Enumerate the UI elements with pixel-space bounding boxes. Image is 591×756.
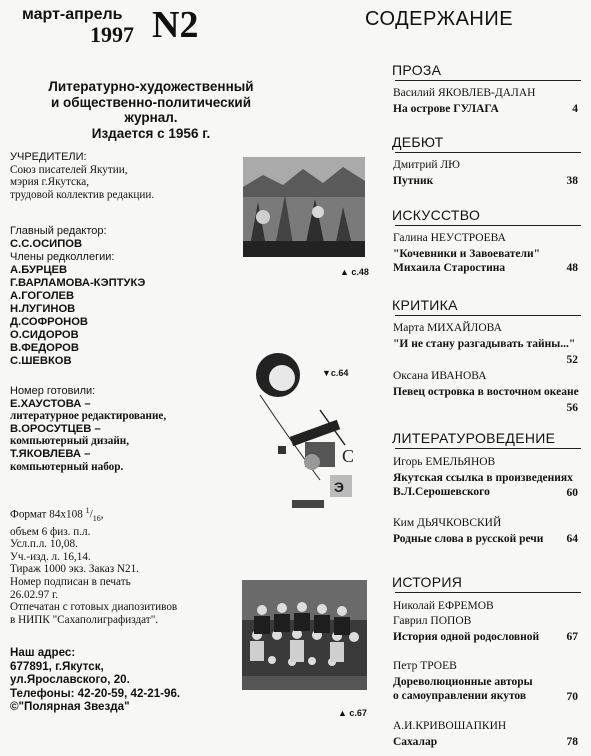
photo1-page: с.48 [351,267,369,277]
collage-ref: ▼с.64 [322,368,349,378]
section-divider [395,592,581,593]
toc-title: На острове ГУЛАГА [393,103,499,115]
tagline-line: Издается с 1956 г. [91,125,211,141]
format-num: 1 [85,506,90,515]
board-member: Г.ВАРЛАМОВА-КЭПТУКЭ [10,277,146,289]
svg-text:Э: Э [334,479,344,495]
photo2-page: с.67 [349,708,367,718]
toc-title: о самоуправлении якутов [393,690,527,702]
toc-author: Марта МИХАЙЛОВА [393,322,502,334]
toc-title: "И не стану разгадывать тайны..." [393,338,576,350]
imprint-line: Усл.п.л. 10,08. [10,538,78,551]
staff-line: компьютерный набор. [10,460,124,473]
toc-page: 4 [572,103,578,115]
address-line: ул.Ярославского, 20. [10,673,130,687]
toc-title: История одной родословной [393,631,540,643]
section-literaturovedenie: ЛИТЕРАТУРОВЕДЕНИЕ [392,430,556,446]
toc-title: Михаила Старостина [393,262,506,274]
section-kritika: КРИТИКА [392,297,458,313]
staff-line: В.ОРОСУТЦЕВ – [10,422,101,435]
tagline-line: и общественно-политический [50,94,252,110]
tagline-line: Литературно-художественный [48,79,254,94]
toc-author: Галина НЕУСТРОЕВА [393,232,506,244]
imprint-line: Тираж 1000 экз. Заказ N21. [10,563,139,576]
imprint-line: объем 6 физ. п.л. [10,525,91,538]
imprint-line: в НИПК "Сахаполиграфиздат". [10,613,159,626]
toc-author: Дмитрий ЛЮ [393,159,460,171]
section-debut: ДЕБЮТ [392,134,444,150]
board-label: Члены редколлегии: [10,251,115,263]
painting-image [243,157,365,257]
toc-author: Гаврил ПОПОВ [393,615,472,627]
section-divider [395,448,581,449]
founder-line: мэрия г.Якутска, [10,176,90,189]
imprint-line: Номер подписан в печать [10,575,131,588]
section-divider [395,152,581,153]
collage-page: с.64 [330,368,349,378]
imprint-line: Уч.-изд. л. 16,14. [10,550,91,563]
toc-page: 70 [566,691,578,703]
format-den: 16 [92,513,101,523]
founder-line: Союз писателей Якутии, [10,163,128,176]
section-divider [395,80,581,81]
section-proza: ПРОЗА [392,62,442,78]
collage-illustration [250,350,370,520]
toc-page: 52 [566,354,578,366]
journal-tagline [20,79,282,141]
board-member: Д.СОФРОНОВ [10,316,89,328]
toc-page: 48 [566,262,578,274]
section-divider [395,225,581,226]
section-istoriya: ИСТОРИЯ [392,574,463,590]
board-member: А.ГОГОЛЕВ [10,290,75,302]
toc-title: Дореволюционные авторы [393,676,533,688]
board-member: Н.ЛУГИНОВ [10,303,76,315]
imprint-block [10,505,177,626]
painting-photo [243,157,365,257]
svg-text:С: С [342,446,355,466]
toc-author: Василий ЯКОВЛЕВ-ДАЛАН [393,87,536,99]
toc-title: В.Л.Серошевского [393,486,490,498]
address-block [10,646,180,714]
format-suffix: , [100,508,104,521]
photo2-ref: ▲ с.67 [338,708,367,718]
address-line: Телефоны: 42-20-59, 42-21-96. [10,686,181,700]
address-line: 677891, г.Якутск, [10,659,104,673]
contents-heading: СОДЕРЖАНИЕ [365,8,514,30]
toc-page: 78 [566,736,578,748]
issue-staff-label: Номер готовили: [10,385,96,397]
toc-author: Игорь ЕМЕЛЬЯНОВ [393,456,496,468]
address-line: ©"Полярная Звезда" [10,700,130,714]
toc-title: "Кочевники и Завоеватели" [393,248,540,260]
staff-line: Т.ЯКОВЛЕВА – [10,447,91,460]
toc-page: 64 [566,533,578,545]
imprint-line: 26.02.97 г. [10,588,59,601]
issue-year: 1997 [90,22,134,47]
issue-number: N2 [152,4,199,46]
founders-block [10,151,154,201]
board-member: В.ФЕДОРОВ [10,342,79,354]
group-photo [242,580,367,690]
format-prefix: Формат 84х108 [10,508,83,521]
toc-title: Певец островка в восточном океане [393,386,579,398]
founder-line: трудовой коллектив редакции. [10,188,155,201]
toc-title: Путник [393,175,434,187]
section-iskusstvo: ИСКУССТВО [392,207,481,223]
toc-title: Якутская ссылка в произведениях [393,472,573,484]
board-member: А.БУРЦЕВ [10,264,68,276]
tagline-line: журнал. [124,110,178,125]
toc-author: Ким ДЬЯЧКОВСКИЙ [393,517,502,529]
toc-author: Петр ТРОЕВ [393,660,457,672]
toc-title: Сахалар [393,736,438,748]
imprint-format: Формат 84х108 $^1/_{16}$, [10,506,104,523]
chief-editor-label: Главный редактор: [10,225,107,237]
editorial-block [10,225,145,368]
toc-page: 60 [566,487,578,499]
chief-editor-name: С.С.ОСИПОВ [10,238,83,250]
toc-author: Николай ЕФРЕМОВ [393,600,494,612]
toc-author: Оксана ИВАНОВА [393,370,487,382]
group-photo-image [242,580,367,690]
photo1-ref: ▲ с.48 [340,267,369,277]
address-line: Наш адрес: [10,646,76,659]
toc-page: 67 [566,631,578,643]
board-member: С.ШЕВКОВ [10,355,72,367]
board-member: О.СИДОРОВ [10,329,79,341]
staff-line: литературное редактирование, [10,410,167,423]
staff-line: компьютерный дизайн, [10,435,130,448]
issue-months: март-апрель [22,6,123,23]
section-divider [395,315,581,316]
toc-page: 56 [566,402,578,414]
toc-title: Родные слова в русской речи [393,533,544,545]
founders-label: УЧРЕДИТЕЛИ: [10,151,87,163]
staff-line: Е.ХАУСТОВА – [10,397,91,410]
collage-image [250,350,370,520]
imprint-line: Отпечатан с готовых диапозитивов [10,601,178,614]
toc-author: А.И.КРИВОШАПКИН [393,720,507,732]
toc-page: 38 [566,175,578,187]
issue-staff-block [10,385,166,473]
